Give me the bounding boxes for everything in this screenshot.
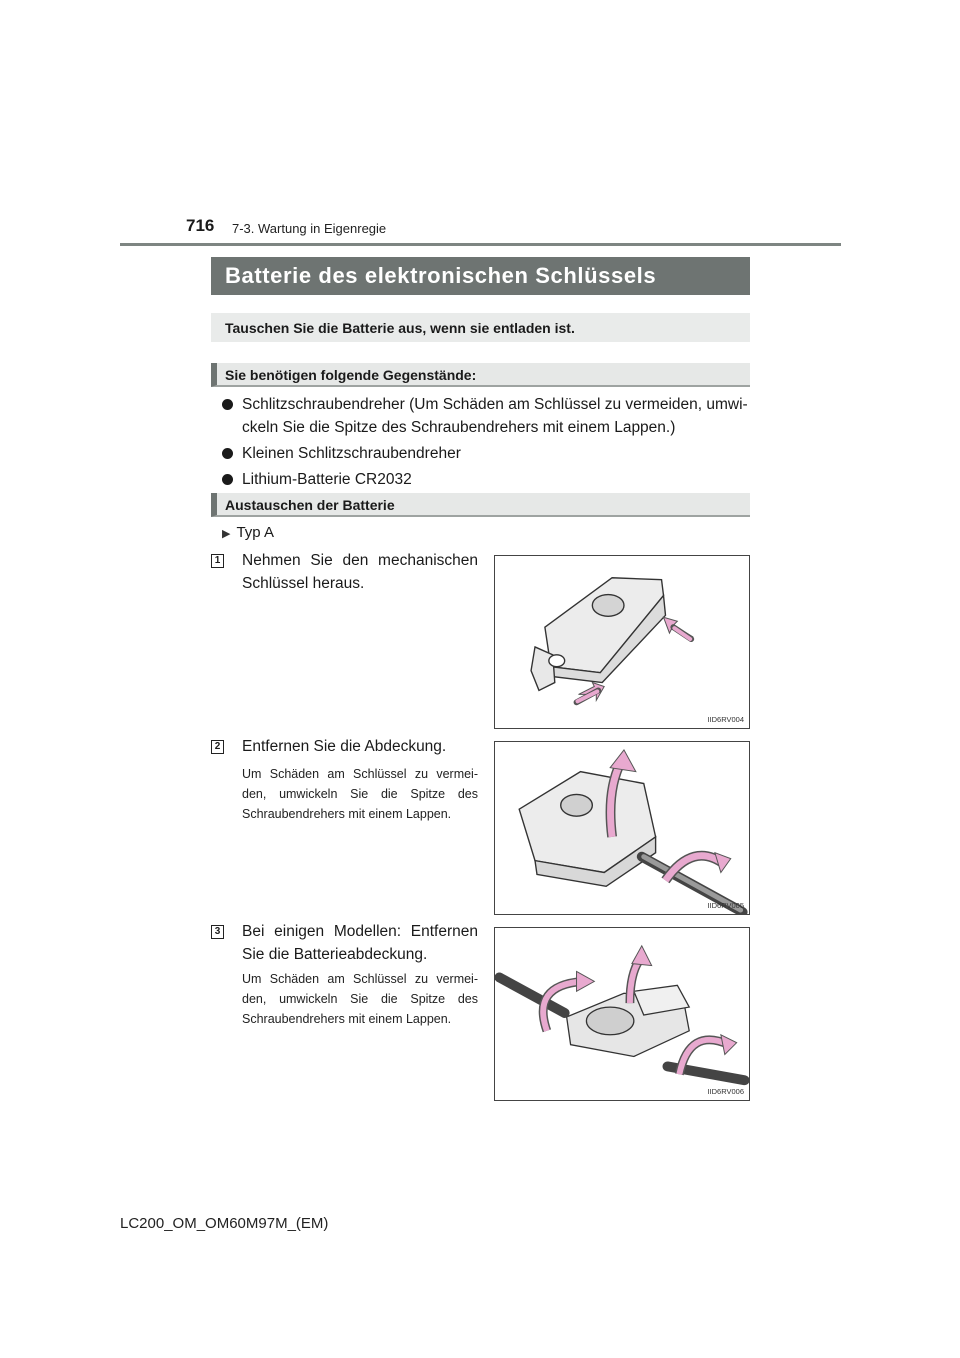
image-code: IID6RV004 [707, 715, 744, 724]
page-number: 716 [186, 216, 215, 235]
items-list [222, 393, 750, 494]
step-text: Nehmen Sie den mechanischen Schlüssel heraus. [242, 552, 478, 592]
intro-box: Tauschen Sie die Batterie aus, wenn sie entladen ist. [211, 313, 750, 342]
list-item [222, 468, 750, 491]
illustration-remove-mechanical-key [494, 555, 750, 729]
image-code: IID6RV005 [707, 901, 744, 910]
bullet-dot-icon [222, 448, 233, 459]
illustration-remove-battery-cover [494, 927, 750, 1101]
list-item-text: Kleinen Schlitzschraubendreher [242, 445, 461, 462]
list-item [222, 393, 750, 439]
list-item-text: Schlitzschraubendreher (Um Schäden am Schlüssel zu vermeiden, umwi-ckeln Sie die Spitze des Schraubendrehers mit einem Lappen.) [242, 396, 748, 436]
step-text: Bei einigen Modellen: Entfernen Sie die Batterieabdeckung. [242, 923, 478, 963]
section-header: 7-3. Wartung in Eigenregie [232, 221, 387, 236]
step-note: Um Schäden am Schlüssel zu vermei-den, umwickeln Sie die Spitze des Schraubendrehers mit einem Lappen. [242, 767, 478, 821]
list-item-text: Lithium-Batterie CR2032 [242, 471, 412, 488]
step-note: Um Schäden am Schlüssel zu vermei-den, umwickeln Sie die Spitze des Schraubendrehers mit einem Lappen. [242, 972, 478, 1026]
step-number: 3 [211, 925, 224, 939]
footer-document-id: LC200_OM_OM60M97M_(EM) [120, 1215, 329, 1232]
bullet-dot-icon [222, 399, 233, 410]
step-text: Entfernen Sie die Abdeckung. [242, 738, 447, 755]
triangle-arrow-icon: ▶ [222, 528, 231, 540]
replace-heading: Austauschen der Batterie [211, 493, 750, 517]
step-number: 1 [211, 554, 224, 568]
page-title: Batterie des elektronischen Schlüssels [211, 257, 750, 295]
image-code: IID6RV006 [707, 1087, 744, 1096]
type-label [222, 524, 274, 541]
battery-cover-illustration-svg [495, 928, 749, 1100]
items-heading: Sie benötigen folgende Gegenstände: [211, 363, 750, 387]
key-illustration-svg [495, 556, 749, 728]
cover-illustration-svg [495, 742, 749, 914]
step-number: 2 [211, 740, 224, 754]
type-label-text: Typ A [236, 524, 274, 541]
bullet-dot-icon [222, 474, 233, 485]
list-item [222, 442, 750, 465]
header-divider [120, 243, 841, 246]
illustration-remove-cover [494, 741, 750, 915]
